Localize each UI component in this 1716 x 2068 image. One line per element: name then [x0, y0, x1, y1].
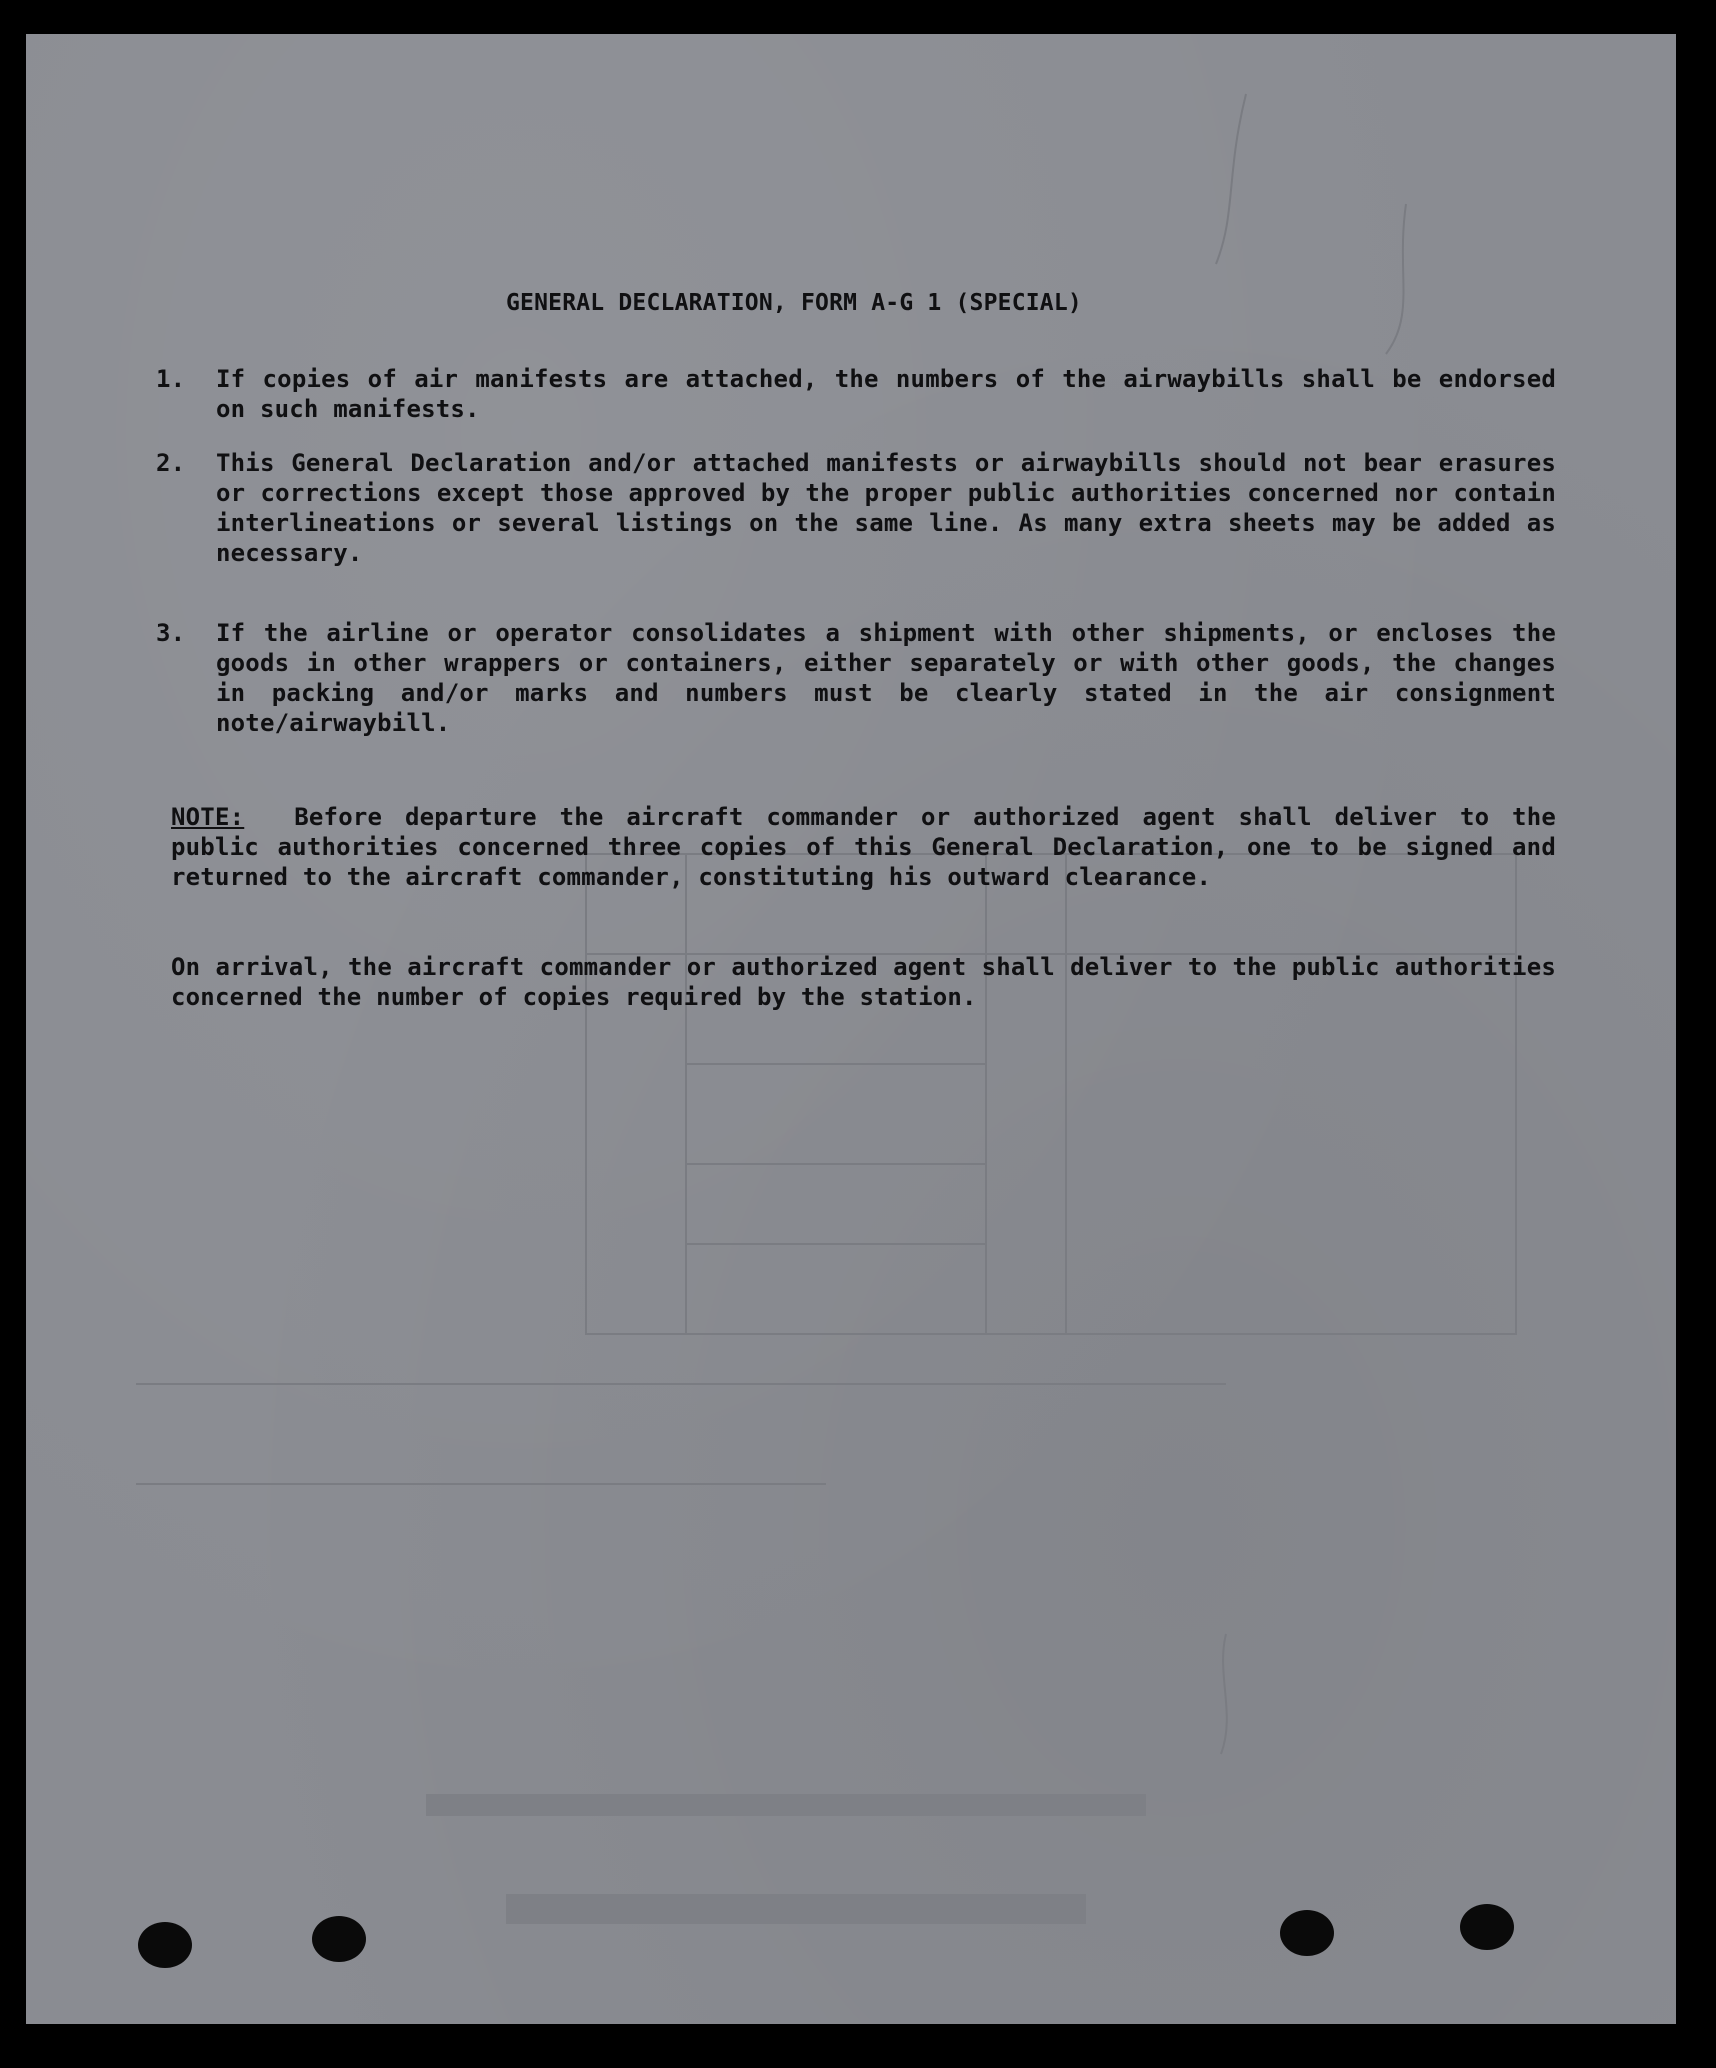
note-paragraph	[171, 802, 1556, 892]
list-item-text: If copies of air manifests are attached, the numbers of the airwaybills shall be endorsed on such manifests.	[216, 365, 1556, 423]
bleed-through-marks	[26, 34, 1676, 2024]
list-item-number: 2.	[156, 449, 186, 477]
punch-hole	[1280, 1910, 1334, 1956]
list-item-number: 1.	[156, 365, 186, 393]
list-item-number: 3.	[156, 619, 186, 647]
page-title: GENERAL DECLARATION, FORM A-G 1 (SPECIAL)	[506, 290, 1082, 316]
punch-hole	[1460, 1904, 1514, 1950]
punch-hole	[312, 1916, 366, 1962]
list-item-text: This General Declaration and/or attached manifests or airwaybills should not bear erasures or corrections except those approved by the proper public authorities concerned nor contain interlineations or several listings on the same line. As many extra sheets may be added as necessary.	[216, 449, 1556, 567]
arrival-paragraph: On arrival, the aircraft commander or authorized agent shall deliver to the public authorities concerned the number of copies required by the station.	[171, 953, 1556, 1011]
punch-hole	[138, 1922, 192, 1968]
document-page	[26, 34, 1676, 2024]
list-item-text: If the airline or operator consolidates a shipment with other shipments, or encloses the goods in other wrappers or containers, either separately or with other goods, the changes in packing and/or marks and numbers must be clearly stated in the air consignment note/airwaybill.	[216, 619, 1556, 737]
note-label: NOTE:	[171, 803, 245, 831]
note-text: Before departure the aircraft commander or authorized agent shall deliver to the public authorities concerned three copies of this General Declaration, one to be signed and returned to the aircraft commander, constituting his outward clearance.	[171, 803, 1556, 891]
